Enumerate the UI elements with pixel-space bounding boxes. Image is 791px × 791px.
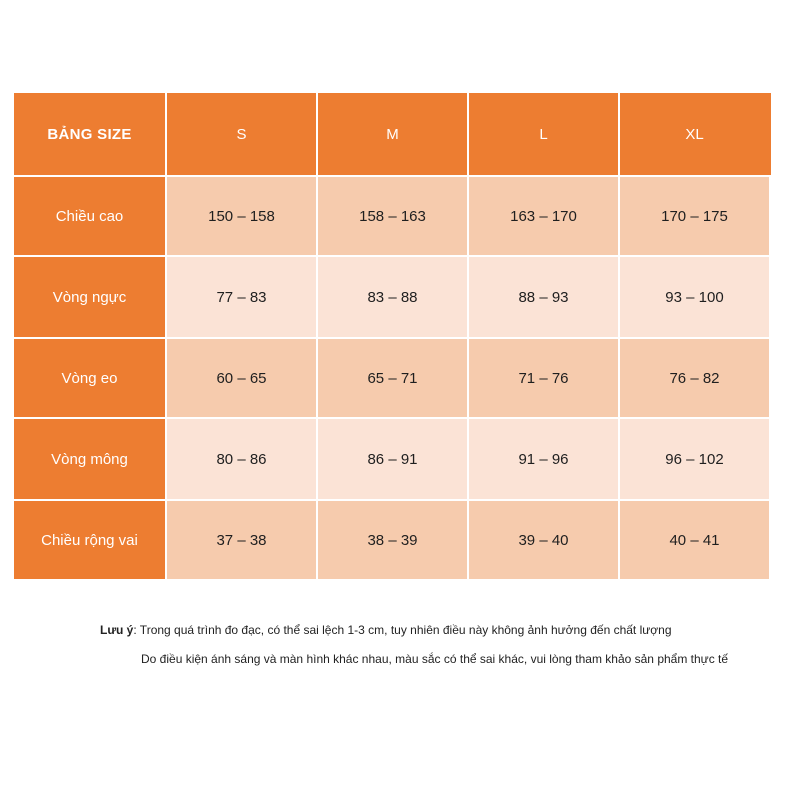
table-cell: 71 – 76 [467, 339, 618, 417]
row-label: Vòng ngực [14, 257, 165, 337]
table-cell: 158 – 163 [316, 177, 467, 255]
table-cell: 38 – 39 [316, 501, 467, 579]
table-cell: 60 – 65 [165, 339, 316, 417]
table-cell: 83 – 88 [316, 257, 467, 337]
size-header-l: L [467, 93, 618, 175]
table-cell: 80 – 86 [165, 419, 316, 499]
table-cell: 96 – 102 [618, 419, 769, 499]
note-line-2: Do điều kiện ánh sáng và màn hình khác nhau, màu sắc có thể sai khác, vui lòng tham khảo sản phẩm thực tế [141, 652, 729, 666]
table-cell: 76 – 82 [618, 339, 769, 417]
size-table [14, 93, 771, 579]
size-table-header [14, 93, 771, 175]
note-line-1 [100, 623, 672, 637]
table-cell: 88 – 93 [467, 257, 618, 337]
size-header-s: S [165, 93, 316, 175]
table-cell: 163 – 170 [467, 177, 618, 255]
note-label: Lưu ý [100, 623, 134, 637]
table-row [14, 337, 771, 417]
table-cell: 93 – 100 [618, 257, 769, 337]
table-cell: 65 – 71 [316, 339, 467, 417]
table-row [14, 255, 771, 337]
table-cell: 86 – 91 [316, 419, 467, 499]
table-cell: 91 – 96 [467, 419, 618, 499]
row-label: Chiều rộng vai [14, 501, 165, 579]
size-header-xl: XL [618, 93, 769, 175]
row-label: Vòng eo [14, 339, 165, 417]
table-cell: 40 – 41 [618, 501, 769, 579]
table-row [14, 499, 771, 579]
row-label: Chiều cao [14, 177, 165, 255]
note-text-1: : Trong quá trình đo đạc, có thể sai lệch 1-3 cm, tuy nhiên điều này không ảnh hưởng đến chất lượng [133, 623, 672, 637]
size-header-m: M [316, 93, 467, 175]
table-cell: 77 – 83 [165, 257, 316, 337]
row-label: Vòng mông [14, 419, 165, 499]
table-row [14, 417, 771, 499]
table-cell: 39 – 40 [467, 501, 618, 579]
table-row [14, 175, 771, 255]
table-cell: 150 – 158 [165, 177, 316, 255]
table-cell: 37 – 38 [165, 501, 316, 579]
table-cell: 170 – 175 [618, 177, 769, 255]
size-table-title: BẢNG SIZE [47, 125, 132, 143]
